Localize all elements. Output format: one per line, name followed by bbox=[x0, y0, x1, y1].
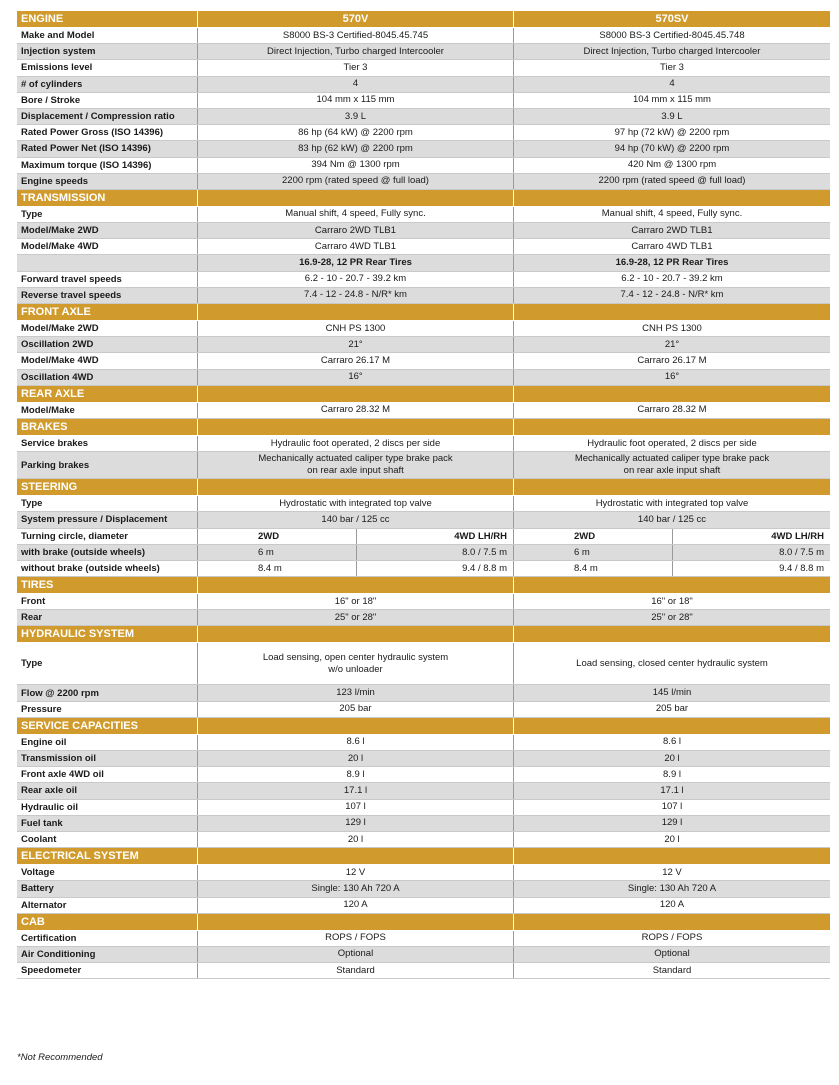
value-570v: Standard bbox=[197, 963, 513, 978]
value-570v: Load sensing, open center hydraulic system w/o unloader bbox=[197, 643, 513, 684]
value-570sv: S8000 BS-3 Certified-8045.45.748 bbox=[513, 28, 830, 43]
table-row bbox=[17, 865, 830, 881]
value-570sv: Single: 130 Ah 720 A bbox=[513, 881, 830, 896]
table-row bbox=[17, 158, 830, 174]
section-header bbox=[17, 577, 830, 594]
value-cell: 9.4 / 8.8 m bbox=[672, 561, 830, 576]
table-row bbox=[17, 255, 830, 271]
column-header bbox=[197, 304, 513, 320]
value-570v: 205 bar bbox=[197, 702, 513, 717]
table-row bbox=[17, 44, 830, 60]
value-570v: CNH PS 1300 bbox=[197, 321, 513, 336]
value-570sv: 21° bbox=[513, 337, 830, 352]
value-570sv: 2200 rpm (rated speed @ full load) bbox=[513, 174, 830, 189]
row-label: Injection system bbox=[21, 46, 96, 58]
section-header bbox=[17, 914, 830, 931]
column-header bbox=[513, 386, 830, 402]
split-cell bbox=[513, 529, 830, 544]
row-label: Model/Make 2WD bbox=[21, 225, 99, 237]
value-570sv: 120 A bbox=[513, 898, 830, 913]
column-header bbox=[197, 718, 513, 734]
column-header bbox=[513, 848, 830, 864]
table-row bbox=[17, 931, 830, 947]
value-cell: 9.4 / 8.8 m bbox=[356, 561, 513, 576]
row-label: Turning circle, diameter bbox=[21, 530, 128, 542]
table-row bbox=[17, 337, 830, 353]
column-header bbox=[197, 419, 513, 435]
table-row bbox=[17, 545, 830, 561]
section-title: STEERING bbox=[21, 481, 78, 494]
value-570sv: Carraro 26.17 M bbox=[513, 353, 830, 368]
section-title: FRONT AXLE bbox=[21, 306, 91, 318]
value-570sv: 420 Nm @ 1300 rpm bbox=[513, 158, 830, 173]
value-570v: 8.6 l bbox=[197, 735, 513, 750]
section-title: HYDRAULIC SYSTEM bbox=[21, 628, 135, 641]
table-row bbox=[17, 109, 830, 125]
value-570v: 6.2 - 10 - 20.7 - 39.2 km bbox=[197, 272, 513, 287]
value-570v: Carraro 26.17 M bbox=[197, 353, 513, 368]
section-header bbox=[17, 718, 830, 735]
value-570v: S8000 BS-3 Certified-8045.45.745 bbox=[197, 28, 513, 43]
value-570v: 20 l bbox=[197, 751, 513, 766]
row-label: Oscillation 4WD bbox=[21, 371, 94, 383]
table-row bbox=[17, 452, 830, 479]
table-row bbox=[17, 353, 830, 369]
row-label: Speedometer bbox=[21, 965, 82, 977]
table-row bbox=[17, 816, 830, 832]
row-label: Engine speeds bbox=[21, 175, 89, 187]
value-cell: 6 m bbox=[574, 546, 590, 558]
row-label: Battery bbox=[21, 883, 54, 895]
value-570v: Optional bbox=[197, 947, 513, 962]
value-cell: 4WD LH/RH bbox=[356, 529, 513, 544]
row-label: Front axle 4WD oil bbox=[21, 769, 104, 781]
value-570sv: ROPS / FOPS bbox=[513, 931, 830, 946]
value-cell: 2WD bbox=[258, 530, 280, 542]
value-570v: Carraro 4WD TLB1 bbox=[197, 239, 513, 254]
row-label: Rated Power Gross (ISO 14396) bbox=[21, 127, 164, 139]
table-row bbox=[17, 881, 830, 897]
value-570sv: Tier 3 bbox=[513, 60, 830, 75]
value-570sv: 97 hp (72 kW) @ 2200 rpm bbox=[513, 125, 830, 140]
value-570sv: 16° bbox=[513, 370, 830, 385]
section-title: REAR AXLE bbox=[21, 387, 85, 400]
value-570v: ROPS / FOPS bbox=[197, 931, 513, 946]
row-label: Hydraulic oil bbox=[21, 801, 79, 813]
row-label: Engine oil bbox=[21, 736, 67, 748]
row-label: Model/Make 4WD bbox=[21, 355, 99, 367]
value-570v: 123 l/min bbox=[197, 685, 513, 700]
value-570sv: 8.6 l bbox=[513, 735, 830, 750]
value-570v: 140 bar / 125 cc bbox=[197, 512, 513, 527]
value-570sv: 20 l bbox=[513, 751, 830, 766]
split-cell bbox=[197, 529, 513, 544]
section-header bbox=[17, 419, 830, 436]
row-label: Transmission oil bbox=[21, 753, 96, 765]
table-row bbox=[17, 288, 830, 304]
table-row bbox=[17, 767, 830, 783]
row-label: Emissions level bbox=[21, 62, 93, 74]
column-header bbox=[197, 386, 513, 402]
value-570v: 120 A bbox=[197, 898, 513, 913]
value-570v: Manual shift, 4 speed, Fully sync. bbox=[197, 207, 513, 222]
table-row bbox=[17, 561, 830, 577]
value-570sv: CNH PS 1300 bbox=[513, 321, 830, 336]
table-row bbox=[17, 512, 830, 528]
value-570v: 8.9 l bbox=[197, 767, 513, 782]
section-header bbox=[17, 304, 830, 321]
table-row bbox=[17, 239, 830, 255]
value-cell: 8.4 m bbox=[574, 562, 598, 574]
value-570sv: 8.9 l bbox=[513, 767, 830, 782]
row-label: Voltage bbox=[21, 867, 55, 879]
table-row bbox=[17, 60, 830, 76]
value-570sv: 94 hp (70 kW) @ 2200 rpm bbox=[513, 141, 830, 156]
value-570v: 16" or 18" bbox=[197, 594, 513, 609]
value-570v: 107 l bbox=[197, 800, 513, 815]
value-570v: 7.4 - 12 - 24.8 - N/R* km bbox=[197, 288, 513, 303]
row-label: with brake (outside wheels) bbox=[21, 546, 146, 558]
row-label: Fuel tank bbox=[21, 817, 63, 829]
column-header bbox=[513, 718, 830, 734]
value-570v: 4 bbox=[197, 77, 513, 92]
table-row bbox=[17, 832, 830, 848]
value-570v: 86 hp (64 kW) @ 2200 rpm bbox=[197, 125, 513, 140]
table-row bbox=[17, 125, 830, 141]
table-row bbox=[17, 436, 830, 452]
row-label: Displacement / Compression ratio bbox=[21, 111, 175, 123]
value-570v: 20 l bbox=[197, 832, 513, 847]
value-570sv: Carraro 28.32 M bbox=[513, 403, 830, 418]
row-label: Maximum torque (ISO 14396) bbox=[21, 159, 152, 171]
value-570sv: Carraro 4WD TLB1 bbox=[513, 239, 830, 254]
value-570v: Mechanically actuated caliper type brake pack on rear axle input shaft bbox=[197, 452, 513, 478]
table-row bbox=[17, 207, 830, 223]
value-cell: 4WD LH/RH bbox=[672, 529, 830, 544]
value-570v: 21° bbox=[197, 337, 513, 352]
table-row bbox=[17, 93, 830, 109]
table-row bbox=[17, 594, 830, 610]
section-title: CAB bbox=[21, 915, 45, 928]
row-label: Type bbox=[21, 498, 43, 510]
table-row bbox=[17, 702, 830, 718]
row-label: Parking brakes bbox=[21, 459, 90, 471]
value-570v: Tier 3 bbox=[197, 60, 513, 75]
column-header: 570SV bbox=[513, 11, 830, 27]
row-label: Oscillation 2WD bbox=[21, 339, 94, 351]
value-570v: 104 mm x 115 mm bbox=[197, 93, 513, 108]
value-570sv: Carraro 2WD TLB1 bbox=[513, 223, 830, 238]
row-label: Rated Power Net (ISO 14396) bbox=[21, 143, 151, 155]
value-570sv: Hydrostatic with integrated top valve bbox=[513, 496, 830, 511]
table-row bbox=[17, 529, 830, 545]
section-title: BRAKES bbox=[21, 420, 68, 433]
value-cell: 8.0 / 7.5 m bbox=[356, 545, 513, 560]
row-label: Rear axle oil bbox=[21, 785, 77, 797]
value-570v: Hydraulic foot operated, 2 discs per side bbox=[197, 436, 513, 451]
row-label: Bore / Stroke bbox=[21, 94, 81, 106]
value-570sv: 6.2 - 10 - 20.7 - 39.2 km bbox=[513, 272, 830, 287]
section-title: ENGINE bbox=[21, 13, 64, 25]
section-title: TIRES bbox=[21, 579, 54, 592]
value-570sv: 12 V bbox=[513, 865, 830, 880]
row-label: Air Conditioning bbox=[21, 948, 96, 960]
value-570sv: Mechanically actuated caliper type brake pack on rear axle input shaft bbox=[513, 452, 830, 478]
section-header bbox=[17, 11, 830, 28]
column-header bbox=[197, 914, 513, 930]
value-570sv: Load sensing, closed center hydraulic system bbox=[513, 643, 830, 684]
table-row bbox=[17, 735, 830, 751]
section-header bbox=[17, 626, 830, 643]
value-cell: 6 m bbox=[258, 546, 274, 558]
value-570v: Direct Injection, Turbo charged Intercooler bbox=[197, 44, 513, 59]
column-header bbox=[197, 479, 513, 495]
row-label: Rear bbox=[21, 612, 43, 624]
column-header bbox=[513, 479, 830, 495]
value-570sv: 17.1 l bbox=[513, 783, 830, 798]
value-570sv: 205 bar bbox=[513, 702, 830, 717]
table-row bbox=[17, 898, 830, 914]
value-570sv: 145 l/min bbox=[513, 685, 830, 700]
row-label: Reverse travel speeds bbox=[21, 289, 122, 301]
column-header bbox=[197, 190, 513, 206]
row-label: Alternator bbox=[21, 899, 67, 911]
value-570sv: 20 l bbox=[513, 832, 830, 847]
row-label: Pressure bbox=[21, 703, 62, 715]
value-570sv: Manual shift, 4 speed, Fully sync. bbox=[513, 207, 830, 222]
value-570sv: Optional bbox=[513, 947, 830, 962]
value-570v: Carraro 2WD TLB1 bbox=[197, 223, 513, 238]
value-cell: 2WD bbox=[574, 530, 596, 542]
row-label: Make and Model bbox=[21, 30, 95, 42]
row-label: without brake (outside wheels) bbox=[21, 562, 160, 574]
split-cell bbox=[197, 561, 513, 576]
table-row bbox=[17, 783, 830, 799]
table-row bbox=[17, 800, 830, 816]
section-header bbox=[17, 386, 830, 403]
section-title: SERVICE CAPACITIES bbox=[21, 719, 138, 732]
column-header bbox=[513, 626, 830, 642]
value-570v: 83 hp (62 kW) @ 2200 rpm bbox=[197, 141, 513, 156]
value-570sv: 16" or 18" bbox=[513, 594, 830, 609]
section-title: ELECTRICAL SYSTEM bbox=[21, 850, 139, 863]
row-label: Type bbox=[21, 658, 43, 670]
section-header bbox=[17, 479, 830, 496]
table-row bbox=[17, 223, 830, 239]
table-row bbox=[17, 643, 830, 685]
value-cell: 8.0 / 7.5 m bbox=[672, 545, 830, 560]
value-570v: 17.1 l bbox=[197, 783, 513, 798]
value-570sv: 7.4 - 12 - 24.8 - N/R* km bbox=[513, 288, 830, 303]
column-header bbox=[513, 419, 830, 435]
column-header bbox=[513, 914, 830, 930]
row-label: Flow @ 2200 rpm bbox=[21, 687, 99, 699]
value-570v: 394 Nm @ 1300 rpm bbox=[197, 158, 513, 173]
row-label: Certification bbox=[21, 932, 77, 944]
column-header: 570V bbox=[197, 11, 513, 27]
table-row bbox=[17, 963, 830, 979]
table-row bbox=[17, 751, 830, 767]
value-570v: 16° bbox=[197, 370, 513, 385]
value-570sv: 3.9 L bbox=[513, 109, 830, 124]
value-570v: 129 l bbox=[197, 816, 513, 831]
footnote: *Not Recommended bbox=[17, 1052, 103, 1063]
value-570v: Carraro 28.32 M bbox=[197, 403, 513, 418]
table-row bbox=[17, 141, 830, 157]
value-570sv: 16.9-28, 12 PR Rear Tires bbox=[513, 255, 830, 270]
table-row bbox=[17, 403, 830, 419]
value-570v: 3.9 L bbox=[197, 109, 513, 124]
row-label: Front bbox=[21, 596, 46, 608]
section-header bbox=[17, 848, 830, 865]
column-header bbox=[197, 626, 513, 642]
row-label: System pressure / Displacement bbox=[21, 514, 168, 526]
value-570sv: 25" or 28" bbox=[513, 610, 830, 625]
split-cell bbox=[513, 561, 830, 576]
row-label: Model/Make 2WD bbox=[21, 323, 99, 335]
table-row bbox=[17, 947, 830, 963]
value-cell: 8.4 m bbox=[258, 562, 282, 574]
value-570sv: Hydraulic foot operated, 2 discs per side bbox=[513, 436, 830, 451]
row-label: # of cylinders bbox=[21, 78, 83, 90]
value-570sv: 107 l bbox=[513, 800, 830, 815]
value-570v: 25" or 28" bbox=[197, 610, 513, 625]
row-label: Model/Make 4WD bbox=[21, 241, 99, 253]
value-570sv: Standard bbox=[513, 963, 830, 978]
section-header bbox=[17, 190, 830, 207]
column-header bbox=[513, 190, 830, 206]
table-row bbox=[17, 496, 830, 512]
section-title: TRANSMISSION bbox=[21, 191, 106, 204]
split-cell bbox=[513, 545, 830, 560]
table-row bbox=[17, 28, 830, 44]
value-570sv: 140 bar / 125 cc bbox=[513, 512, 830, 527]
value-570v: 2200 rpm (rated speed @ full load) bbox=[197, 174, 513, 189]
column-header bbox=[197, 848, 513, 864]
table-row bbox=[17, 370, 830, 386]
value-570v: 12 V bbox=[197, 865, 513, 880]
table-row bbox=[17, 321, 830, 337]
column-header bbox=[513, 304, 830, 320]
table-row bbox=[17, 77, 830, 93]
table-row bbox=[17, 272, 830, 288]
value-570sv: 104 mm x 115 mm bbox=[513, 93, 830, 108]
table-row bbox=[17, 610, 830, 626]
value-570sv: 129 l bbox=[513, 816, 830, 831]
row-label: Type bbox=[21, 208, 43, 220]
column-header bbox=[513, 577, 830, 593]
row-label: Model/Make bbox=[21, 404, 75, 416]
value-570v: Hydrostatic with integrated top valve bbox=[197, 496, 513, 511]
value-570v: 16.9-28, 12 PR Rear Tires bbox=[197, 255, 513, 270]
row-label: Coolant bbox=[21, 834, 57, 846]
split-cell bbox=[197, 545, 513, 560]
row-label: Service brakes bbox=[21, 438, 89, 450]
row-label bbox=[17, 255, 197, 270]
value-570sv: Direct Injection, Turbo charged Intercooler bbox=[513, 44, 830, 59]
column-header bbox=[197, 577, 513, 593]
table-row bbox=[17, 685, 830, 701]
spec-table bbox=[17, 11, 830, 979]
value-570v: Single: 130 Ah 720 A bbox=[197, 881, 513, 896]
row-label: Forward travel speeds bbox=[21, 273, 122, 285]
table-row bbox=[17, 174, 830, 190]
value-570sv: 4 bbox=[513, 77, 830, 92]
